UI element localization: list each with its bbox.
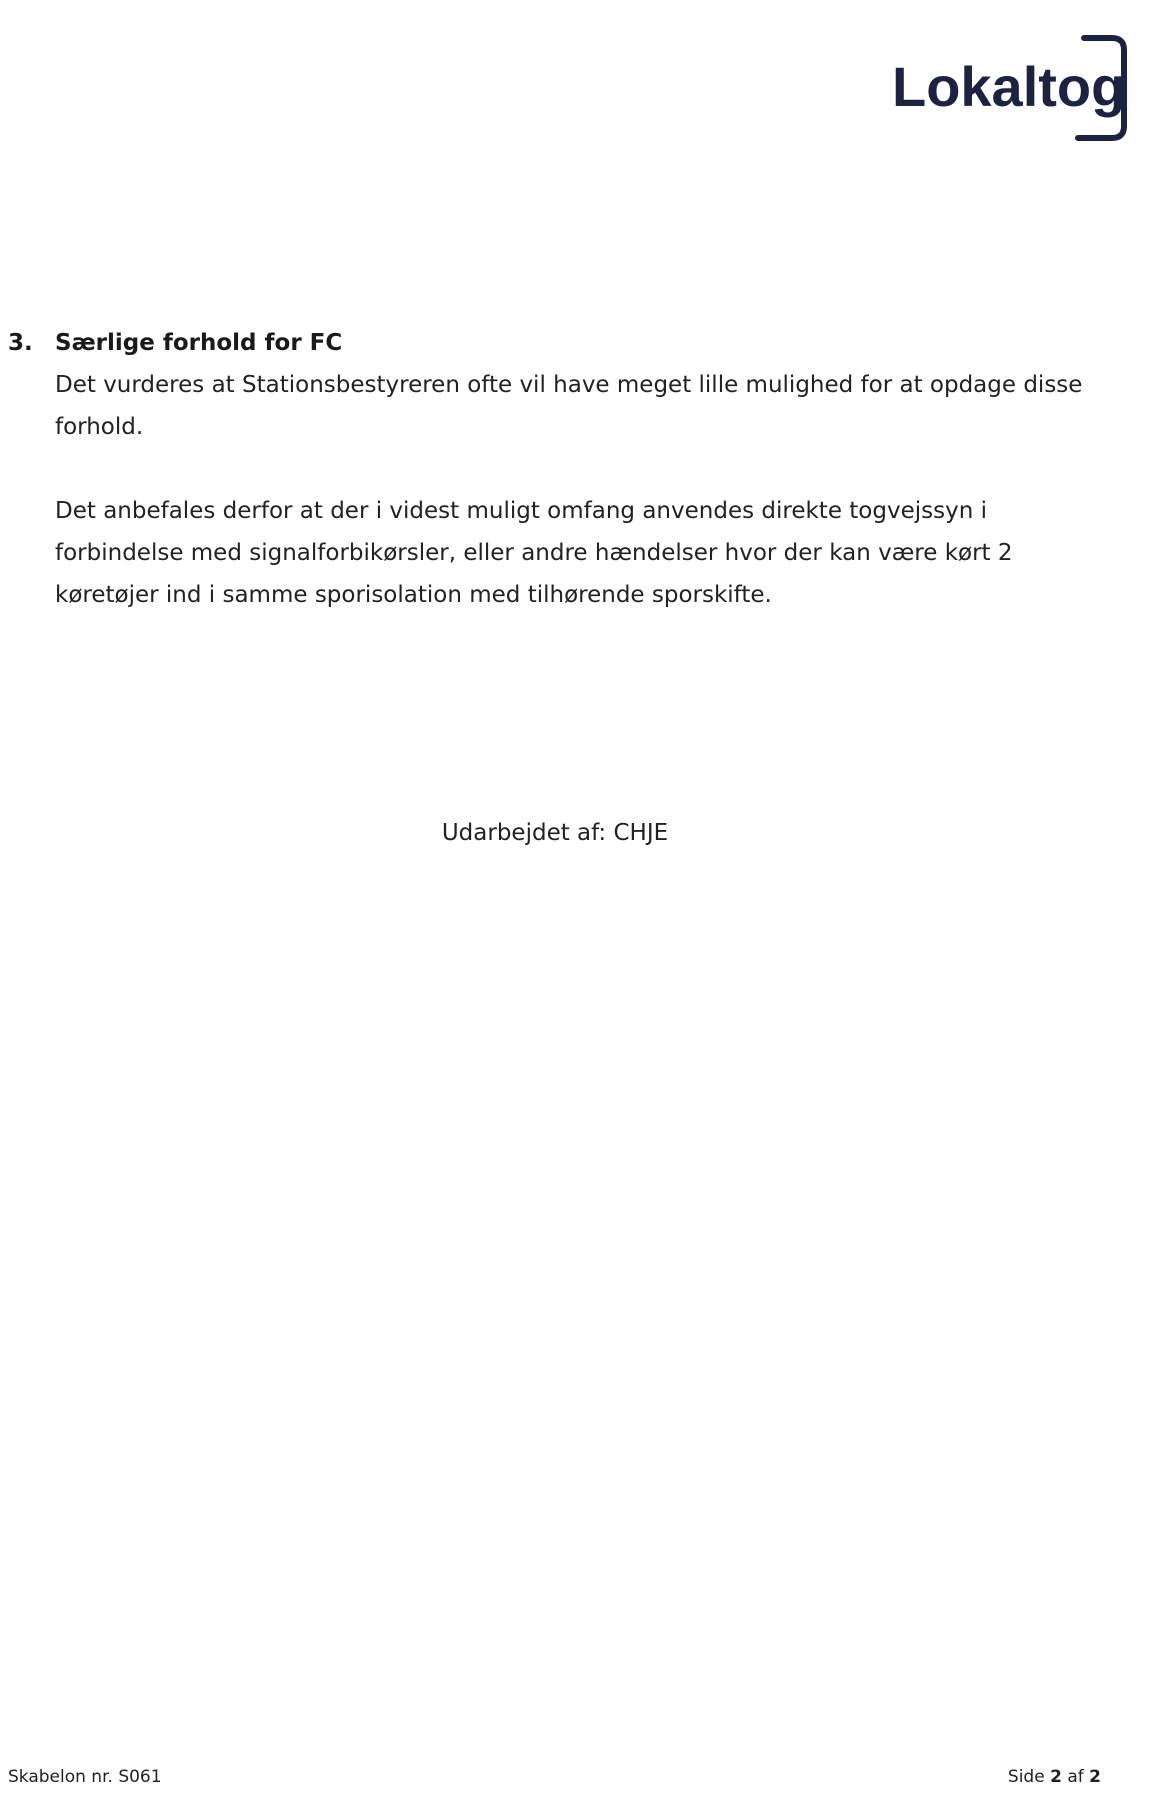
section-3	[8, 322, 1108, 658]
page-sep: af	[1067, 1767, 1084, 1787]
paragraph: Det anbefales derfor at der i videst muligt omfang anvendes direkte togvejssyn i forbindelse med signalforbikørsler, eller andre hændelser hvor der kan være kørt 2 køretøjer ind i samme sporisolation med tilhørende sporskifte.	[55, 498, 1013, 608]
footer-template-number: Skabelon nr. S061	[8, 1767, 162, 1787]
section-body	[55, 364, 1108, 616]
paragraph: Det vurderes at Stationsbestyreren ofte vil have meget lille mulighed for at opdage disse forhold.	[55, 372, 1083, 440]
page-current: 2	[1050, 1767, 1062, 1787]
section-title: Særlige forhold for FC	[55, 330, 343, 356]
logo-wordmark: Lokaltog	[892, 55, 1126, 118]
section-heading	[8, 322, 1108, 364]
page-total: 2	[1089, 1767, 1101, 1787]
company-logo	[888, 34, 1132, 142]
page-prefix: Side	[1007, 1767, 1045, 1787]
footer-page-number	[1008, 1766, 1101, 1788]
prepared-by: Udarbejdet af: CHJE	[441, 820, 669, 846]
section-number: 3.	[8, 330, 33, 356]
lokaltog-logo-icon	[888, 34, 1132, 142]
